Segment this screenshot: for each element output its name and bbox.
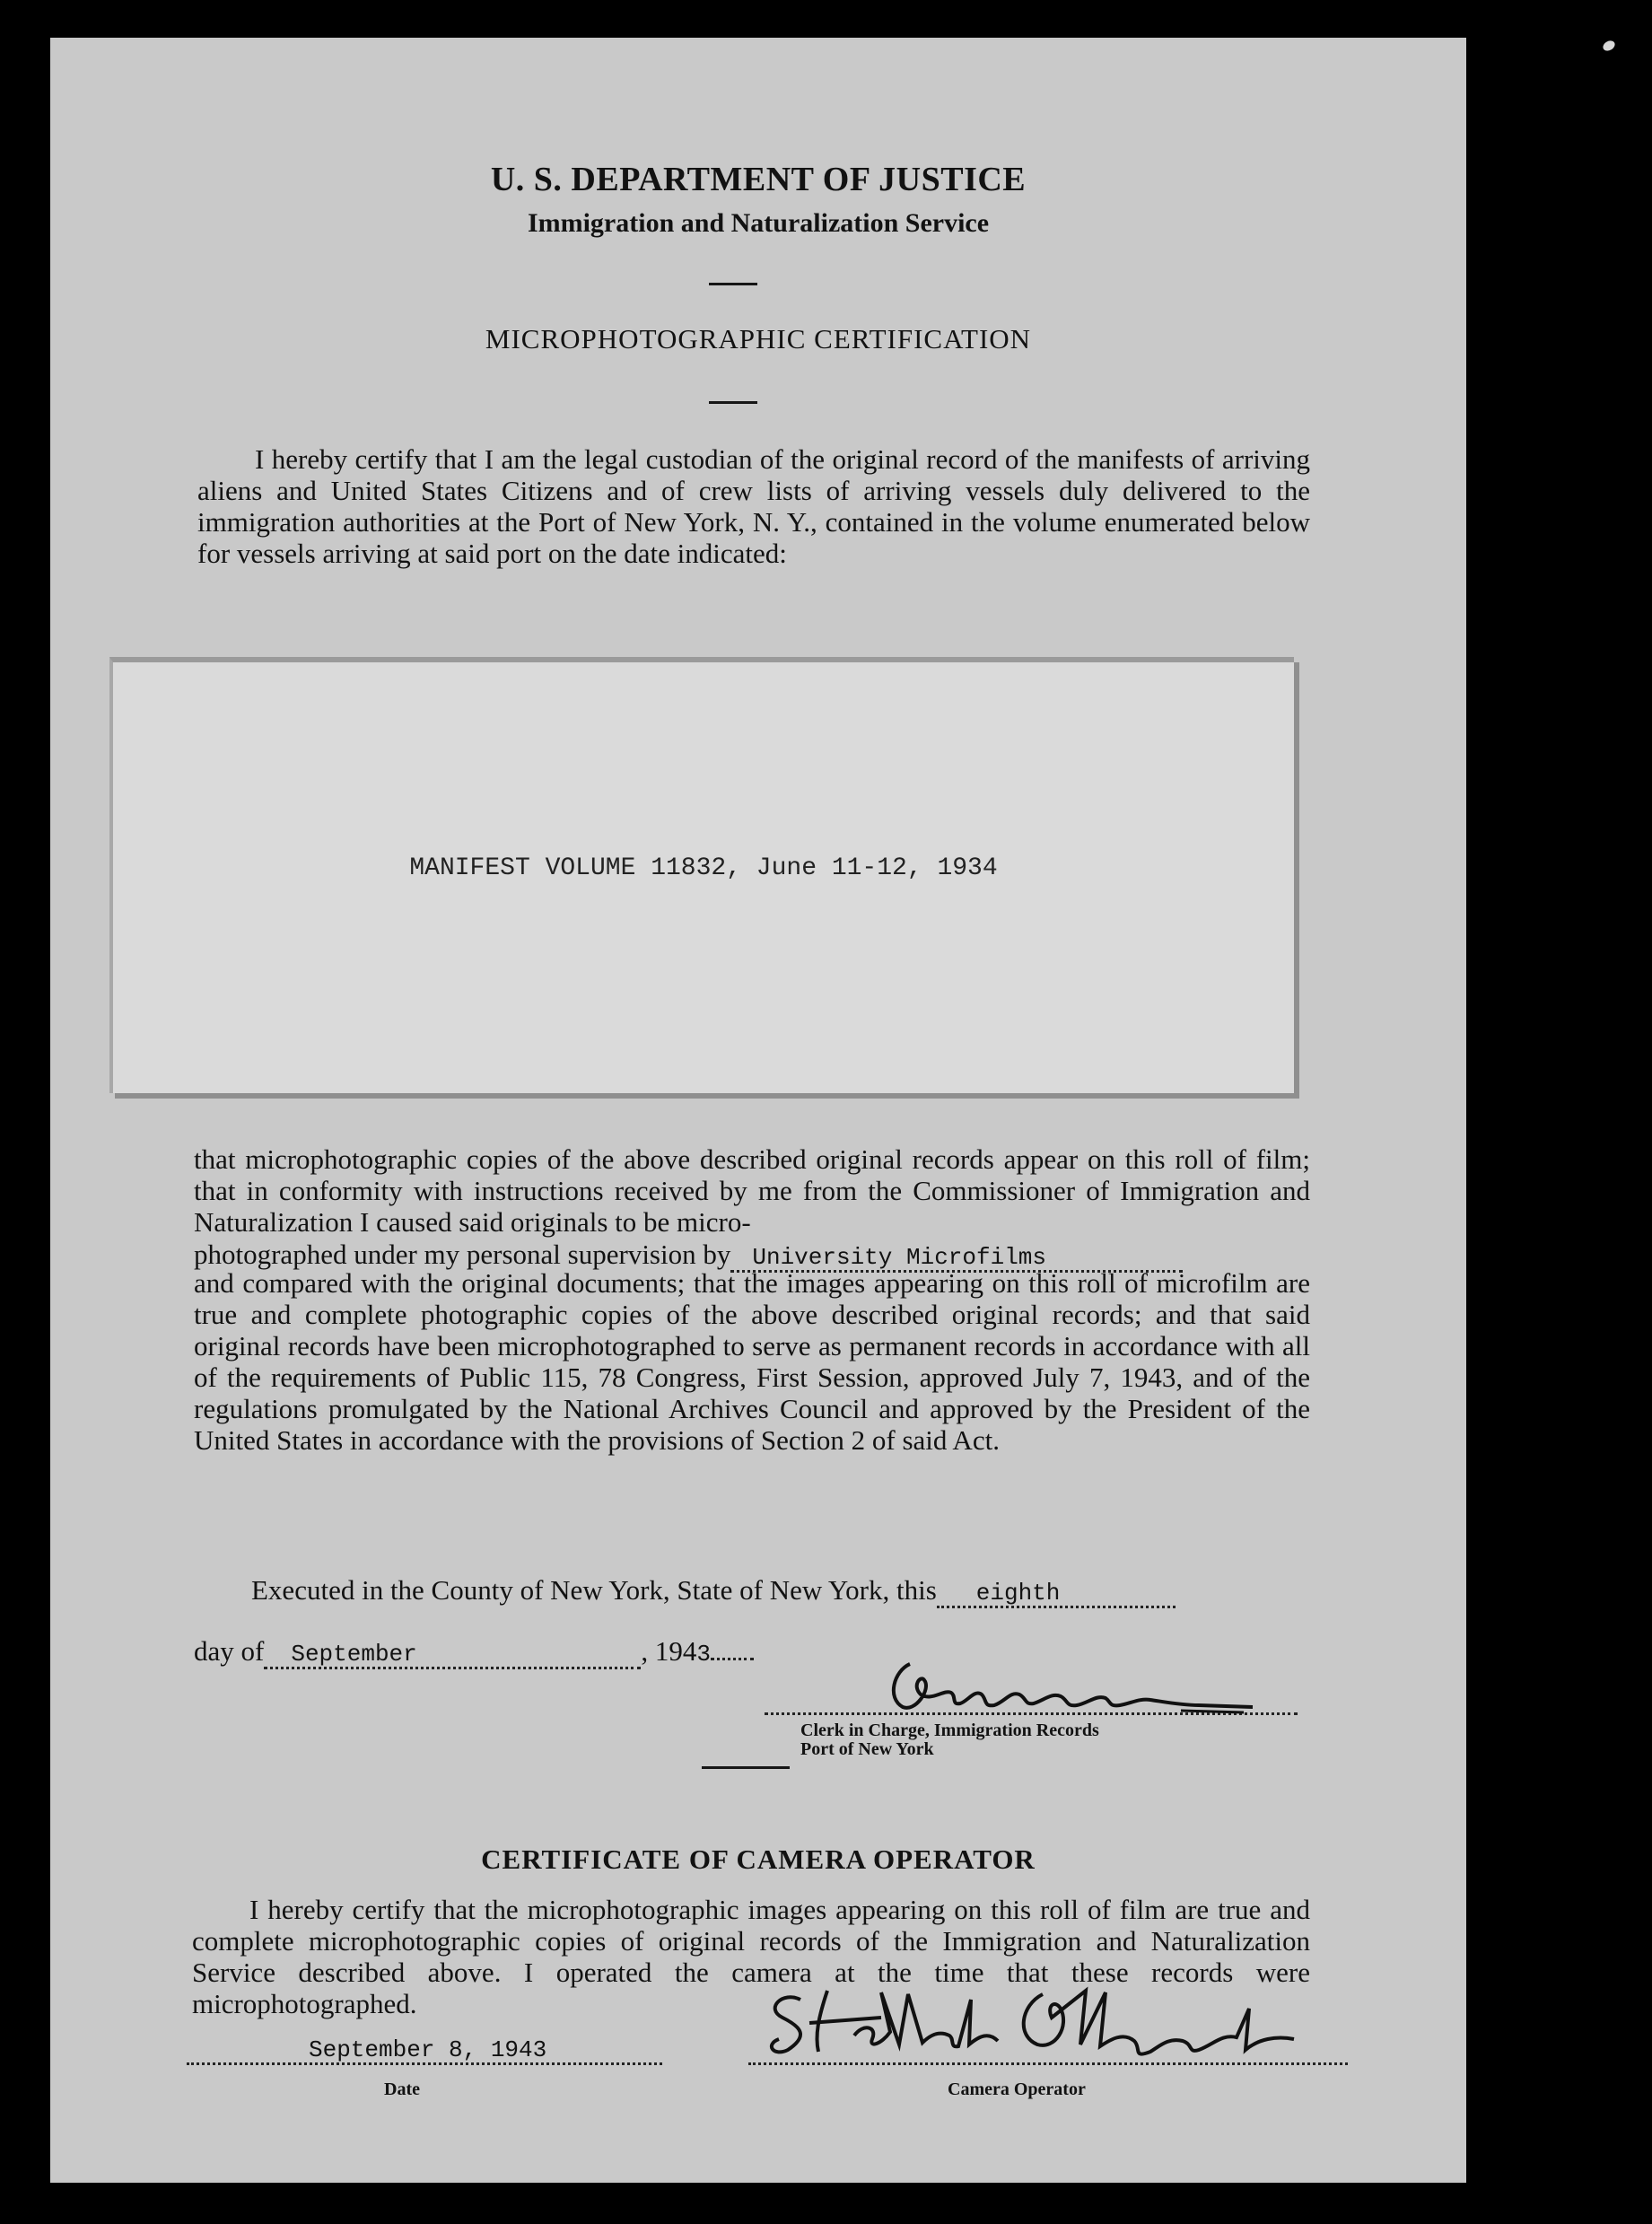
body-paragraph-end: and compared with the original documents; that the images appearing on this roll of microfilm are true and complete photographic copies of the above described original records; and that said original records have been microphotographed to serve as permanent records in accordance with all of the requirements of Public 115, 78 Congress, First Session, approved July 7, 1943, and of the regulations promulgated by the National Archives Council and approved by the President of the United States in accordance with the provisions of Section 2 of said Act. bbox=[194, 1267, 1310, 1456]
date-label: Date bbox=[384, 2080, 420, 2099]
operator-signature bbox=[747, 1973, 1321, 2062]
date-signature-line bbox=[187, 2037, 662, 2065]
operator-date-value: September 8, 1943 bbox=[309, 2036, 547, 2063]
agency-title: U. S. DEPARTMENT OF JUSTICE bbox=[490, 161, 1027, 198]
year-dots bbox=[711, 1658, 754, 1660]
manifest-volume-text: MANIFEST VOLUME 11832, June 11-12, 1934 bbox=[409, 854, 998, 882]
camera-operator-title: CERTIFICATE OF CAMERA OPERATOR bbox=[481, 1843, 1036, 1875]
divider-middle bbox=[709, 401, 757, 404]
manifest-card bbox=[109, 657, 1294, 1093]
date-of-line bbox=[194, 1635, 754, 1670]
operator-dotted-line bbox=[748, 2062, 1348, 2065]
execution-line bbox=[251, 1574, 1176, 1608]
clerk-title-line2: Port of New York bbox=[800, 1739, 934, 1759]
clerk-title-line1: Clerk in Charge, Immigration Records bbox=[800, 1721, 1099, 1740]
divider-bottom bbox=[702, 1766, 790, 1769]
clerk-title bbox=[800, 1721, 1099, 1759]
day-of-label: day of bbox=[194, 1635, 265, 1667]
month-value: September bbox=[291, 1641, 417, 1668]
execution-prefix: Executed in the County of New York, State of New York, this bbox=[251, 1574, 937, 1606]
certificate-sheet bbox=[50, 38, 1466, 2183]
day-field bbox=[937, 1580, 1176, 1608]
camera-operator-statement: I hereby certify that the microphotographic images appearing on this roll of film are true and complete microphotographic copies of original records of the Immigration and Naturalization Service described above. I operated the camera at the time that these records were microphotographed. bbox=[192, 1894, 1310, 2019]
year-prefix: , 194 bbox=[641, 1635, 697, 1667]
year-digit: 3 bbox=[696, 1641, 711, 1668]
supervisor-value: University Microfilms bbox=[752, 1244, 1047, 1271]
clerk-signature bbox=[885, 1653, 1271, 1725]
day-value: eighth bbox=[975, 1580, 1061, 1607]
supervision-prefix: photographed under my personal supervision by bbox=[194, 1239, 731, 1270]
camera-operator-label: Camera Operator bbox=[948, 2080, 1086, 2099]
service-subtitle: Immigration and Naturalization Service bbox=[527, 208, 990, 238]
film-speck bbox=[1601, 39, 1616, 53]
intro-paragraph: I hereby certify that I am the legal custodian of the original record of the manifests of arriving aliens and United States Citizens and of crew lists of arriving vessels duly delivered to the immigration authorities at the Port of New York, N. Y., contained in the volume enumerated below for vessels arriving at said port on the date indicated: bbox=[197, 443, 1310, 569]
certification-title: MICROPHOTOGRAPHIC CERTIFICATION bbox=[485, 323, 1032, 355]
month-field bbox=[264, 1642, 641, 1669]
body-paragraph-start: that microphotographic copies of the above described original records appear on this roll of film; that in conformity with instructions received by me from the Commissioner of Immigration and Naturalization I caused said originals to be micro- bbox=[194, 1143, 1310, 1238]
divider-top bbox=[709, 283, 757, 285]
